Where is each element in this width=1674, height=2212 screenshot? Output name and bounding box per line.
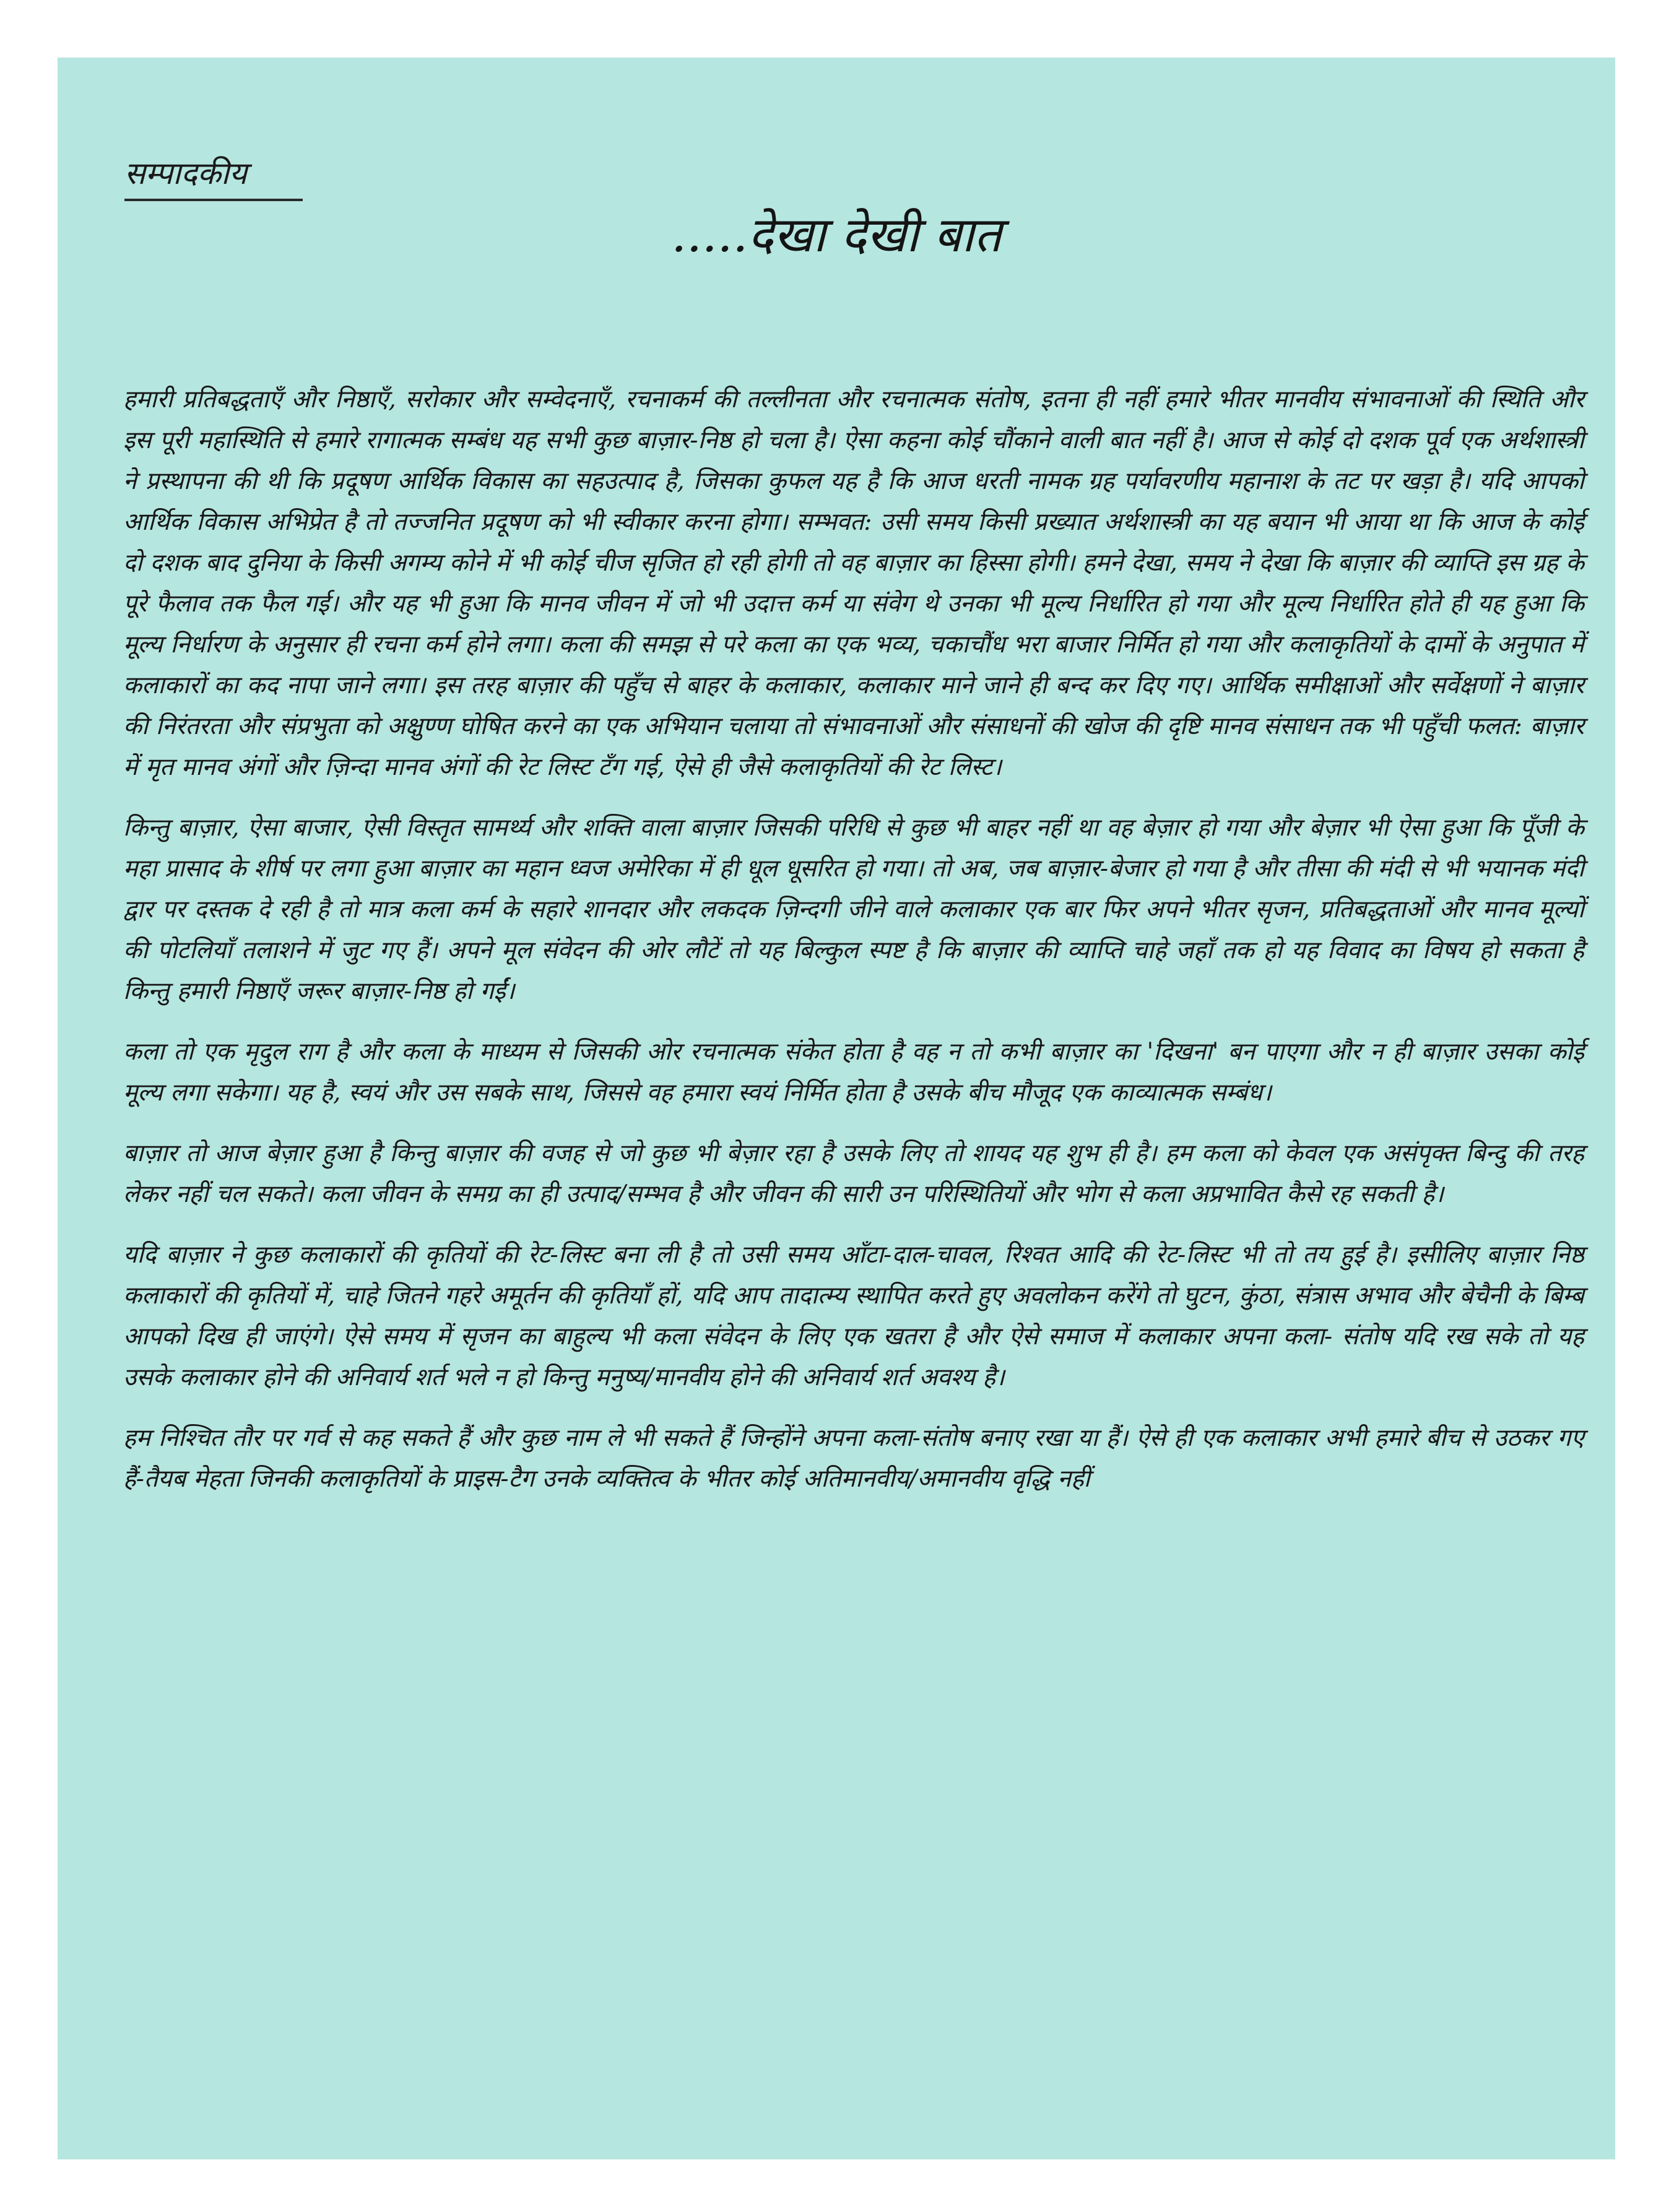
editorial-body <box>123 379 1584 1519</box>
page-title: .....देखा देखी बात <box>671 207 1002 263</box>
paragraph: हमारी प्रतिबद्धताएँ और निष्ठाएँ, सरोकार और सम्वेदनाएँ, रचनाकर्म की तल्लीनता और रचनात्मक संतोष, इतना ही नहीं हमारे भीतर मानवीय संभावनाओं की स्थिति और इस पूरी महास्थिति से हमारे रागात्मक सम्बंध यह सभी कुछ बाज़ार-निष्ठ हो चला है। ऐसा कहना कोई चौंकाने वाली बात नहीं है। आज से कोई दो दशक पूर्व एक अर्थशास्त्री ने प्रस्थापना की थी कि प्रदूषण आर्थिक विकास का सहउत्पाद है, जिसका कुफल यह है कि आज धरती नामक ग्रह पर्यावरणीय महानाश के तट पर खड़ा है। यदि आपको आर्थिक विकास अभिप्रेत है तो तज्जनित प्रदूषण को भी स्वीकार करना होगा। सम्भवत: उसी समय किसी प्रख्यात अर्थशास्त्री का यह बयान भी आया था कि आज के कोई दो दशक बाद दुनिया के किसी अगम्य कोने में भी कोई चीज सृजित हो रही होगी तो वह बाज़ार का हिस्सा होगी। हमने देखा, समय ने देखा कि बाज़ार की व्याप्ति इस ग्रह के पूरे फैलाव तक फैल गई। और यह भी हुआ कि मानव जीवन में जो भी उदात्त कर्म या संवेग थे उनका भी मूल्य निर्धारित हो गया और मूल्य निर्धारित होते ही यह हुआ कि मूल्य निर्धारण के अनुसार ही रचना कर्म होने लगा। कला की समझ से परे कला का एक भव्य, चकाचौंध भरा बाजार निर्मित हो गया और कलाकृतियों के दामों के अनुपात में कलाकारों का कद नापा जाने लगा। इस तरह बाज़ार की पहुँच से बाहर के कलाकार, कलाकार माने जाने ही बन्द कर दिए गए। आर्थिक समीक्षाओं और सर्वेक्षणों ने बाज़ार की निरंतरता और संप्रभुता को अक्षुण्ण घोषित करने का एक अभियान चलाया तो संभावनाओं और संसाधनों की खोज की दृष्टि मानव संसाधन तक भी पहुँची फलत: बाज़ार में मृत मानव अंगों और ज़िन्दा मानव अंगों की रेट लिस्ट टँग गई, ऐसे ही जैसे कलाकृतियों की रेट लिस्ट। <box>123 386 1584 781</box>
section-label: सम्पादकीय <box>124 155 247 191</box>
editorial-page <box>58 58 1615 2159</box>
paragraph: कला तो एक मृदुल राग है और कला के माध्यम से जिसकी ओर रचनात्मक संकेत होता है वह न तो कभी बाज़ार का 'दिखना' बन पाएगा और न ही बाज़ार उसका कोई मूल्य लगा सकेगा। यह है, स्वयं और उस सबके साथ, जिससे वह हमारा स्वयं निर्मित होता है उसके बीच मौजूद एक काव्यात्मक सम्बंध। <box>123 1038 1584 1107</box>
paragraph: बाज़ार तो आज बेज़ार हुआ है किन्तु बाज़ार की वजह से जो कुछ भी बेज़ार रहा है उसके लिए तो शायद यह शुभ ही है। हम कला को केवल एक असंपृक्त बिन्दु की तरह लेकर नहीं चल सकते। कला जीवन के समग्र का ही उत्पाद/सम्भव है और जीवन की सारी उन परिस्थितियों और भोग से कला अप्रभावित कैसे रह सकती है। <box>123 1139 1584 1208</box>
paragraph: किन्तु बाज़ार, ऐसा बाजार, ऐसी विस्तृत सामर्थ्य और शक्ति वाला बाज़ार जिसकी परिधि से कुछ भी बाहर नहीं था वह बेज़ार हो गया और बेज़ार भी ऐसा हुआ कि पूँजी के महा प्रासाद के शीर्ष पर लगा हुआ बाज़ार का महान ध्वज अमेरिका में ही धूल धूसरित हो गया। तो अब, जब बाज़ार-बेजार हो गया है और तीसा की मंदी से भी भयानक मंदी द्वार पर दस्तक दे रही है तो मात्र कला कर्म के सहारे शानदार और लकदक ज़िन्दगी जीने वाले कलाकार एक बार फिर अपने भीतर सृजन, प्रतिबद्धताओं और मानव मूल्यों की पोटलियाँ तलाशने में जुट गए हैं। अपने मूल संवेदन की ओर लौटें तो यह बिल्कुल स्पष्ट है कि बाज़ार की व्याप्ति चाहे जहाँ तक हो यह विवाद का विषय हो सकता है किन्तु हमारी निष्ठाएँ जरूर बाज़ार-निष्ठ हो गईं। <box>123 814 1584 1005</box>
paragraph: हम निश्चित तौर पर गर्व से कह सकते हैं और कुछ नाम ले भी सकते हैं जिन्होंने अपना कला-संतोष बनाए रखा या हैं। ऐसे ही एक कलाकार अभी हमारे बीच से उठकर गए हैं-तैयब मेहता जिनकी कलाकृतियों के प्राइस-टैग उनके व्यक्तित्व के भीतर कोई अतिमानवीय/अमानवीय वृद्धि नहीं <box>123 1424 1584 1493</box>
paragraph: यदि बाज़ार ने कुछ कलाकारों की कृतियों की रेट-लिस्ट बना ली है तो उसी समय आँटा-दाल-चावल, रिश्वत आदि की रेट-लिस्ट भी तो तय हुई है। इसीलिए बाज़ार निष्ठ कलाकारों की कृतियों में, चाहे जितने गहरे अमूर्तन की कृतियाँ हों, यदि आप तादात्म्य स्थापित करते हुए अवलोकन करेंगे तो घुटन, कुंठा, संत्रास अभाव और बेचैनी के बिम्ब आपको दिख ही जाएंगे। ऐसे समय में सृजन का बाहुल्य भी कला संवेदन के लिए एक खतरा है और ऐसे समाज में कलाकार अपना कला- संतोष यदि रख सके तो यह उसके कलाकार होने की अनिवार्य शर्त भले न हो किन्तु मनुष्य/मानवीय होने की अनिवार्य शर्त अवश्य है। <box>123 1241 1584 1391</box>
